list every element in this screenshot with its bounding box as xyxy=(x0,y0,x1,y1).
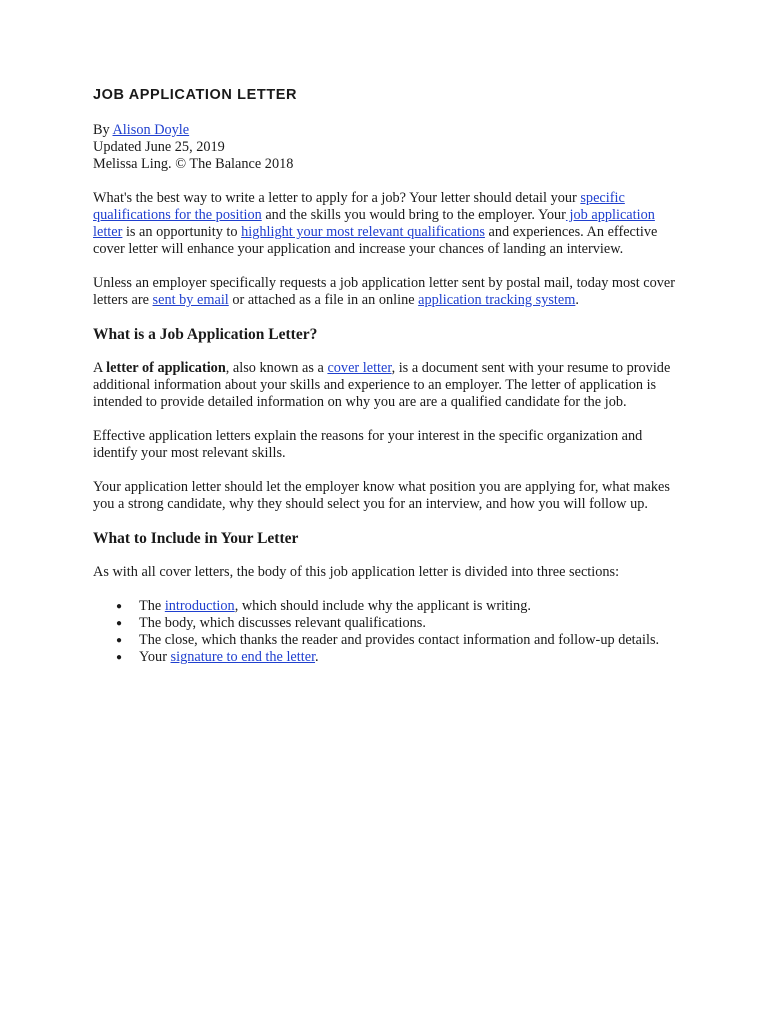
highlight-qualifications-link[interactable]: highlight your most relevant qualifications xyxy=(241,224,485,240)
bullet-icon: ● xyxy=(116,601,123,612)
by-label: By xyxy=(93,122,113,138)
intro-text: . xyxy=(575,292,579,308)
list-text: The xyxy=(139,598,165,614)
author-line xyxy=(93,122,678,139)
bullet-icon: ● xyxy=(116,652,123,663)
body-text: A xyxy=(93,360,107,376)
job-application-letter-link[interactable]: job application letter xyxy=(93,207,655,240)
author-link[interactable]: Alison Doyle xyxy=(112,122,190,138)
introduction-link[interactable]: introduction xyxy=(164,598,235,614)
body-text: , is a document sent with your resume to provide additional information about your skills and experience to an employer. The letter of application is intended to provide detailed information on why you are are a qualified candidate for the job. xyxy=(93,360,671,410)
intro-text: is an opportunity to xyxy=(122,224,242,240)
body-text: , also known as a xyxy=(225,360,328,376)
intro-paragraph-1 xyxy=(93,190,678,258)
employer-know-paragraph: Your application letter should let the employer know what position you are applying for, what makes you a strong candidate, why they should select you for an interview, and how you will follow up. xyxy=(93,479,670,512)
cover-letter-link[interactable]: cover letter xyxy=(327,360,392,376)
intro-text: or attached as a file in an online xyxy=(228,292,419,308)
intro-text: What's the best way to write a letter to apply for a job? Your letter should detail your xyxy=(93,190,581,206)
application-tracking-system-link[interactable]: application tracking system xyxy=(418,292,576,308)
effective-letters-paragraph: Effective application letters explain the reasons for your interest in the specific organization and identify your most relevant skills. xyxy=(93,428,643,461)
section-heading-what-to-include: What to Include in Your Letter xyxy=(93,530,299,547)
bullet-icon: ● xyxy=(116,618,123,629)
specific-qualifications-link[interactable]: specific qualifications for the position xyxy=(93,190,625,223)
document-page xyxy=(93,86,678,666)
image-credit: Melissa Ling. © The Balance 2018 xyxy=(93,156,294,172)
definition-paragraph xyxy=(93,360,678,411)
list-item xyxy=(113,649,678,666)
intro-text: and the skills you would bring to the employer. Your xyxy=(261,207,566,223)
list-text: The close, which thanks the reader and provides contact information and follow-up details. xyxy=(139,632,660,648)
list-item xyxy=(113,632,678,649)
bullet-icon: ● xyxy=(116,635,123,646)
list-item xyxy=(113,598,678,615)
sent-by-email-link[interactable]: sent by email xyxy=(152,292,229,308)
bold-term: letter of application xyxy=(106,360,226,376)
intro-paragraph-2 xyxy=(93,275,678,309)
updated-date: Updated June 25, 2019 xyxy=(93,139,225,155)
byline xyxy=(93,122,678,173)
list-text: Your xyxy=(139,649,171,665)
sections-lead-paragraph: As with all cover letters, the body of this job application letter is divided into three sections: xyxy=(93,564,620,580)
document-title: JOB APPLICATION LETTER xyxy=(93,87,298,103)
list-text: The body, which discusses relevant qualifications. xyxy=(139,615,426,631)
list-text: , which should include why the applicant is writing. xyxy=(234,598,531,614)
letter-sections-list xyxy=(93,598,678,666)
intro-text: and experiences. An effective cover letter will enhance your application and increase your chances of landing an interview. xyxy=(93,224,658,257)
section-heading-what-is: What is a Job Application Letter? xyxy=(93,326,318,343)
signature-link[interactable]: signature to end the letter xyxy=(170,649,316,665)
list-item xyxy=(113,615,678,632)
intro-text: Unless an employer specifically requests a job application letter sent by postal mail, today most cover letters are xyxy=(93,275,676,308)
list-text: . xyxy=(315,649,319,665)
